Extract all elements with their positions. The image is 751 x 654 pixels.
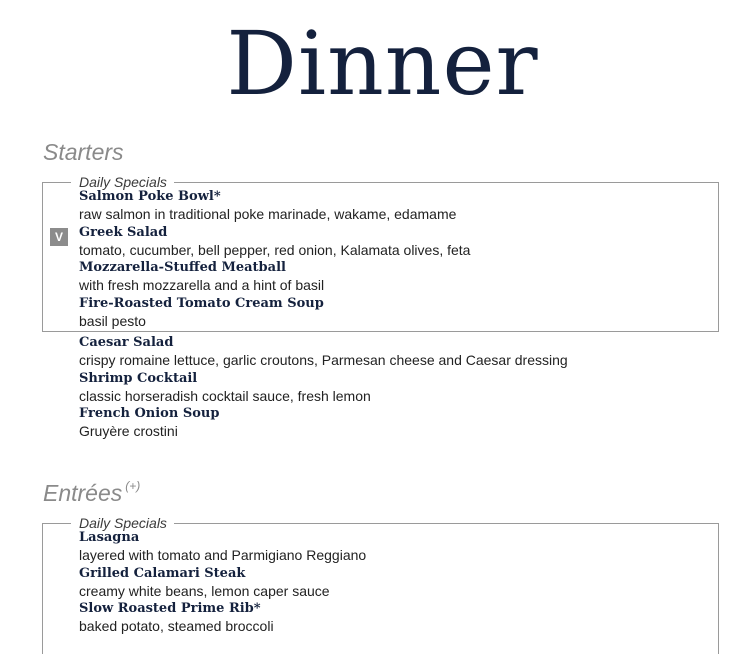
menu-item <box>79 371 719 407</box>
menu-item-name: Caesar Salad <box>79 335 174 350</box>
menu-item <box>79 296 719 332</box>
menu-item-name: Grilled Calamari Steak <box>79 565 246 581</box>
entrees-heading-note: (+) <box>125 479 141 493</box>
menu-item <box>79 530 719 566</box>
menu-item-description: basil pesto <box>79 312 146 329</box>
menu-item-description: layered with tomato and Parmigiano Reggiano <box>79 547 367 563</box>
starters-heading-text: Starters <box>43 139 124 165</box>
menu-item <box>79 225 719 261</box>
page-title: Dinner <box>226 12 539 115</box>
menu-item <box>79 189 719 225</box>
starters-list <box>79 335 719 442</box>
entrees-heading <box>43 479 140 511</box>
menu-item-description: with fresh mozzarella and a hint of basil <box>79 277 325 293</box>
menu-item-name: Slow Roasted Prime Rib* <box>79 601 261 616</box>
menu-item <box>79 601 719 637</box>
menu-item <box>79 260 719 296</box>
menu-item-name: French Onion Soup <box>79 406 220 421</box>
starters-heading <box>43 138 124 166</box>
menu-item-description: crispy romaine lettuce, garlic croutons, Parmesan cheese and Caesar dressing <box>79 352 568 368</box>
menu-item-name: Salmon Poke Bowl* <box>79 189 221 204</box>
menu-item <box>79 406 719 442</box>
menu-item-description: baked potato, steamed broccoli <box>79 618 274 634</box>
menu-item-name: Fire-Roasted Tomato Cream Soup <box>79 295 324 311</box>
starters-daily-specials-label: Daily Specials <box>71 174 174 190</box>
menu-item-description: creamy white beans, lemon caper sauce <box>79 582 330 599</box>
menu-item-description: raw salmon in traditional poke marinade, wakame, edamame <box>79 206 457 222</box>
menu-item-description: tomato, cucumber, bell pepper, red onion, Kalamata olives, feta <box>79 241 471 258</box>
menu-item-description: classic horseradish cocktail sauce, fresh lemon <box>79 387 371 404</box>
starters-specials-list <box>79 189 719 331</box>
menu-item <box>79 335 719 371</box>
menu-item-name: Lasagna <box>79 530 140 545</box>
entrees-daily-specials-label: Daily Specials <box>71 515 174 531</box>
menu-item-name: Mozzarella-Stuffed Meatball <box>79 260 286 275</box>
vegetarian-badge: V <box>50 228 68 246</box>
entrees-specials-list <box>79 530 719 637</box>
entrees-heading-text: Entrées <box>43 480 123 506</box>
menu-item <box>79 566 719 602</box>
menu-item-description: Gruyère crostini <box>79 423 178 439</box>
menu-item-name: Greek Salad <box>79 224 168 240</box>
menu-item-name: Shrimp Cocktail <box>79 370 198 386</box>
